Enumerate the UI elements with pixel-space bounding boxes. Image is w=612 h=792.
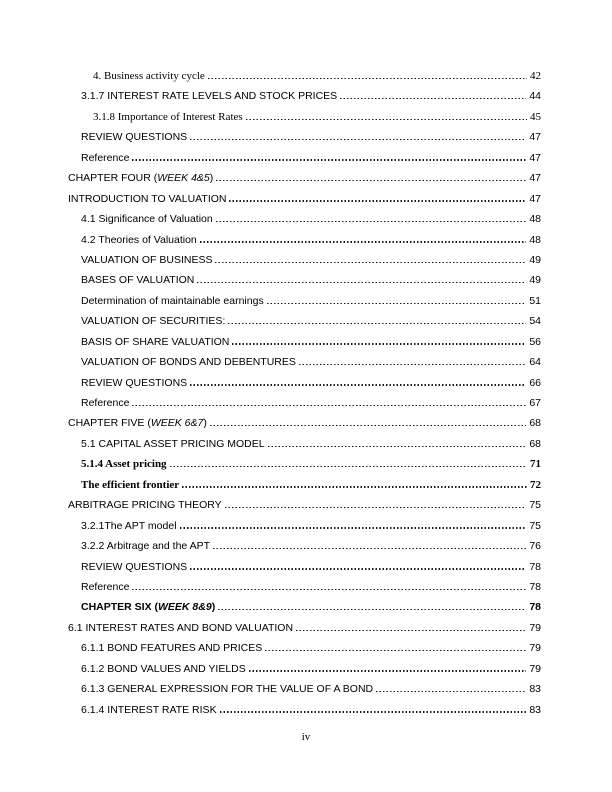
dot-leader: [132, 159, 526, 160]
toc-entry: [68, 495, 541, 515]
toc-entry-title: [81, 393, 129, 413]
toc-entry-title: [81, 434, 265, 454]
toc-entry-page-number: 79: [529, 642, 541, 655]
toc-entry-title-segment: ): [209, 172, 214, 185]
toc-entry-page-number: 76: [529, 540, 541, 553]
toc-entry-title: [81, 679, 373, 699]
toc-entry-title: [81, 659, 246, 679]
toc-entry-title-segment: ): [211, 601, 216, 614]
toc-entry-page-number: 45: [530, 110, 541, 123]
toc-entry-page-number: 75: [529, 499, 541, 512]
toc-entry: [68, 209, 541, 229]
toc-entry-page-number: 44: [529, 90, 541, 103]
table-of-contents: [68, 66, 541, 720]
toc-entry-title-segment: 4.2 Theories of Valuation: [81, 233, 197, 246]
toc-entry-page-number: 71: [530, 458, 541, 471]
toc-entry-title-segment: CHAPTER SIX (: [81, 601, 159, 614]
toc-entry-title-segment: BASIS OF SHARE VALUATION: [81, 335, 230, 348]
toc-entry-page-number: 75: [529, 519, 541, 532]
toc-entry-title-segment: 6.1.4 INTEREST RATE RISK: [81, 703, 217, 716]
dot-leader: [200, 241, 527, 242]
toc-entry-title: [81, 577, 129, 597]
dot-leader: [218, 609, 526, 610]
toc-entry-title: [68, 189, 226, 209]
toc-entry-page-number: 66: [529, 376, 541, 389]
toc-entry: [68, 597, 541, 617]
toc-entry: [68, 86, 541, 106]
toc-entry-title-segment: Determination of maintainable earnings: [81, 294, 264, 307]
toc-entry-title-segment: ): [203, 417, 207, 430]
toc-entry: [68, 127, 541, 147]
toc-entry: [68, 638, 541, 658]
toc-entry: [68, 230, 541, 250]
toc-entry-page-number: 64: [529, 356, 541, 369]
toc-entry: [68, 700, 541, 720]
toc-entry-title: [81, 516, 177, 536]
toc-entry-page-number: 78: [529, 560, 541, 573]
toc-entry-title: [81, 209, 213, 229]
toc-entry-title: [81, 352, 296, 372]
dot-leader: [132, 589, 526, 590]
toc-entry-title-segment: 6.1.3 GENERAL EXPRESSION FOR THE VALUE OF A BOND: [81, 683, 374, 696]
toc-entry-title-segment: 3.1.8 Importance of Interest Rates: [93, 110, 243, 123]
toc-entry-page-number: 47: [529, 151, 541, 164]
toc-entry-title: [68, 618, 293, 638]
toc-entry-title-segment: 3.2.2 Arbitrage and the APT: [81, 540, 211, 553]
dot-leader: [132, 405, 526, 406]
toc-entry: [68, 577, 541, 597]
toc-entry: [68, 250, 541, 270]
toc-entry-title-segment: 5.1 CAPITAL ASSET PRICING MODEL: [81, 437, 265, 450]
dot-leader: [267, 303, 527, 304]
toc-entry-page-number: 83: [529, 683, 541, 696]
dot-leader: [229, 200, 526, 201]
toc-entry-title: [81, 148, 129, 168]
toc-entry-title-segment: The efficient frontier: [81, 478, 180, 491]
dot-leader: [190, 384, 526, 385]
toc-entry: [68, 413, 541, 433]
dot-leader: [190, 568, 526, 569]
toc-entry: [68, 393, 541, 413]
toc-entry: [68, 516, 541, 536]
dot-leader: [170, 466, 527, 467]
dot-leader: [265, 650, 526, 651]
toc-entry-title-segment: 4. Business activity cycle: [93, 70, 205, 82]
dot-leader: [215, 262, 526, 263]
dot-leader: [213, 548, 526, 549]
toc-entry-title: [81, 332, 229, 352]
dot-leader: [190, 139, 526, 140]
toc-entry: [68, 475, 541, 495]
dot-leader: [299, 364, 526, 365]
toc-entry-title-segment: VALUATION OF BONDS AND DEBENTURES: [81, 356, 296, 369]
dot-leader: [210, 425, 526, 426]
toc-entry-page-number: 42: [530, 70, 541, 82]
toc-entry-title-segment: WEEK 8&9: [158, 601, 212, 614]
toc-entry-title-segment: 6.1.1 BOND FEATURES AND PRICES: [81, 642, 263, 655]
toc-entry-page-number: 67: [529, 397, 541, 409]
toc-entry: [68, 659, 541, 679]
toc-entry-page-number: 72: [530, 478, 541, 491]
toc-entry-title-segment: CHAPTER FOUR (: [68, 172, 158, 185]
toc-entry-title: [81, 454, 167, 474]
toc-entry-page-number: 78: [529, 601, 541, 614]
toc-entry-page-number: 47: [529, 172, 541, 185]
dot-leader: [216, 180, 526, 181]
dot-leader: [225, 507, 527, 508]
toc-entry: [68, 168, 541, 188]
toc-entry-title: [81, 230, 197, 250]
toc-entry-title-segment: REVIEW QUESTIONS: [81, 376, 188, 389]
toc-entry-page-number: 54: [529, 315, 541, 328]
dot-leader: [197, 282, 526, 283]
toc-entry-page-number: 49: [529, 253, 541, 266]
page-number: iv: [301, 731, 311, 743]
toc-entry: [68, 291, 541, 311]
toc-entry-title-segment: VALUATION OF BUSINESS: [81, 253, 213, 266]
toc-entry-title: [68, 495, 222, 515]
toc-entry: [68, 618, 541, 638]
toc-entry-title-segment: Reference: [81, 580, 130, 593]
toc-entry-title: [93, 107, 243, 127]
toc-entry-title-segment: 5.1.4 Asset pricing: [81, 458, 167, 471]
toc-entry-page-number: 56: [529, 335, 541, 348]
toc-entry: [68, 66, 541, 86]
toc-entry-title: [81, 536, 210, 556]
toc-entry-page-number: 51: [529, 294, 541, 307]
toc-entry-title: [81, 311, 225, 331]
toc-entry-title-segment: REVIEW QUESTIONS: [81, 560, 188, 573]
dot-leader: [376, 691, 526, 692]
toc-entry: [68, 148, 541, 168]
toc-entry-page-number: 78: [529, 580, 541, 593]
toc-entry-page-number: 49: [529, 274, 541, 287]
toc-entry-title-segment: BASES OF VALUATION: [81, 274, 195, 287]
toc-entry-title-segment: CHAPTER FIVE (: [68, 417, 151, 430]
toc-entry-page-number: 79: [529, 662, 541, 675]
toc-entry: [68, 270, 541, 290]
toc-entry: [68, 679, 541, 699]
toc-entry-title: [81, 250, 212, 270]
toc-entry-page-number: 47: [529, 192, 541, 205]
dot-leader: [249, 670, 527, 671]
toc-entry-title-segment: INTRODUCTION TO VALUATION: [68, 192, 227, 205]
toc-entry-title: [68, 413, 207, 433]
toc-entry-title-segment: 4.1 Significance of Valuation: [81, 213, 213, 226]
dot-leader: [246, 119, 527, 120]
toc-entry-title-segment: WEEK 4&5: [157, 172, 210, 185]
toc-entry-title: [68, 168, 213, 188]
toc-entry: [68, 557, 541, 577]
toc-entry-page-number: 83: [529, 703, 541, 716]
toc-entry-title-segment: WEEK 6&7: [150, 417, 204, 430]
toc-entry: [68, 373, 541, 393]
toc-entry-page-number: 48: [529, 233, 541, 246]
toc-entry: [68, 434, 541, 454]
dot-leader: [296, 630, 526, 631]
dot-leader: [220, 711, 527, 712]
dot-leader: [268, 446, 527, 447]
toc-entry-title: [81, 291, 264, 311]
toc-entry-page-number: 79: [529, 621, 541, 634]
dot-leader: [208, 78, 527, 79]
toc-entry-title: [81, 597, 215, 617]
dot-leader: [232, 343, 526, 344]
toc-entry-title: [81, 700, 217, 720]
toc-entry-title-segment: 6.1.2 BOND VALUES AND YIELDS: [81, 662, 246, 675]
dot-leader: [180, 527, 527, 528]
toc-entry-page-number: 47: [529, 131, 541, 144]
dot-leader: [182, 486, 527, 487]
dot-leader: [340, 98, 526, 99]
toc-entry: [68, 311, 541, 331]
dot-leader: [228, 323, 526, 324]
toc-entry-title-segment: Reference: [81, 397, 130, 409]
toc-entry: [68, 332, 541, 352]
toc-entry-title-segment: REVIEW QUESTIONS: [81, 131, 188, 144]
toc-entry: [68, 536, 541, 556]
toc-entry-page-number: 48: [529, 213, 541, 226]
toc-entry: [68, 189, 541, 209]
toc-entry-title: [81, 373, 187, 393]
dot-leader: [216, 221, 527, 222]
toc-entry: [68, 352, 541, 372]
toc-entry: [68, 454, 541, 474]
toc-entry-title: [93, 66, 205, 86]
toc-entry-title-segment: 3.1.7 INTEREST RATE LEVELS AND STOCK PRICES: [81, 90, 338, 103]
toc-entry-page-number: 68: [529, 437, 541, 450]
toc-entry-title: [81, 86, 337, 106]
toc-entry-title: [81, 557, 187, 577]
toc-entry-title: [81, 638, 262, 658]
toc-entry-title: [81, 270, 194, 290]
toc-entry-title-segment: VALUATION OF SECURITIES:: [81, 315, 226, 328]
toc-entry-title-segment: 6.1 INTEREST RATES AND BOND VALUATION: [68, 621, 294, 634]
toc-entry: [68, 107, 541, 127]
toc-entry-title-segment: 3.2.1The APT model: [81, 519, 177, 532]
toc-entry-title: [81, 475, 179, 495]
toc-entry-title-segment: Reference: [81, 151, 130, 164]
toc-entry-title: [81, 127, 187, 147]
toc-entry-title-segment: ARBITRAGE PRICING THEORY: [68, 499, 222, 512]
toc-entry-page-number: 68: [529, 417, 541, 430]
